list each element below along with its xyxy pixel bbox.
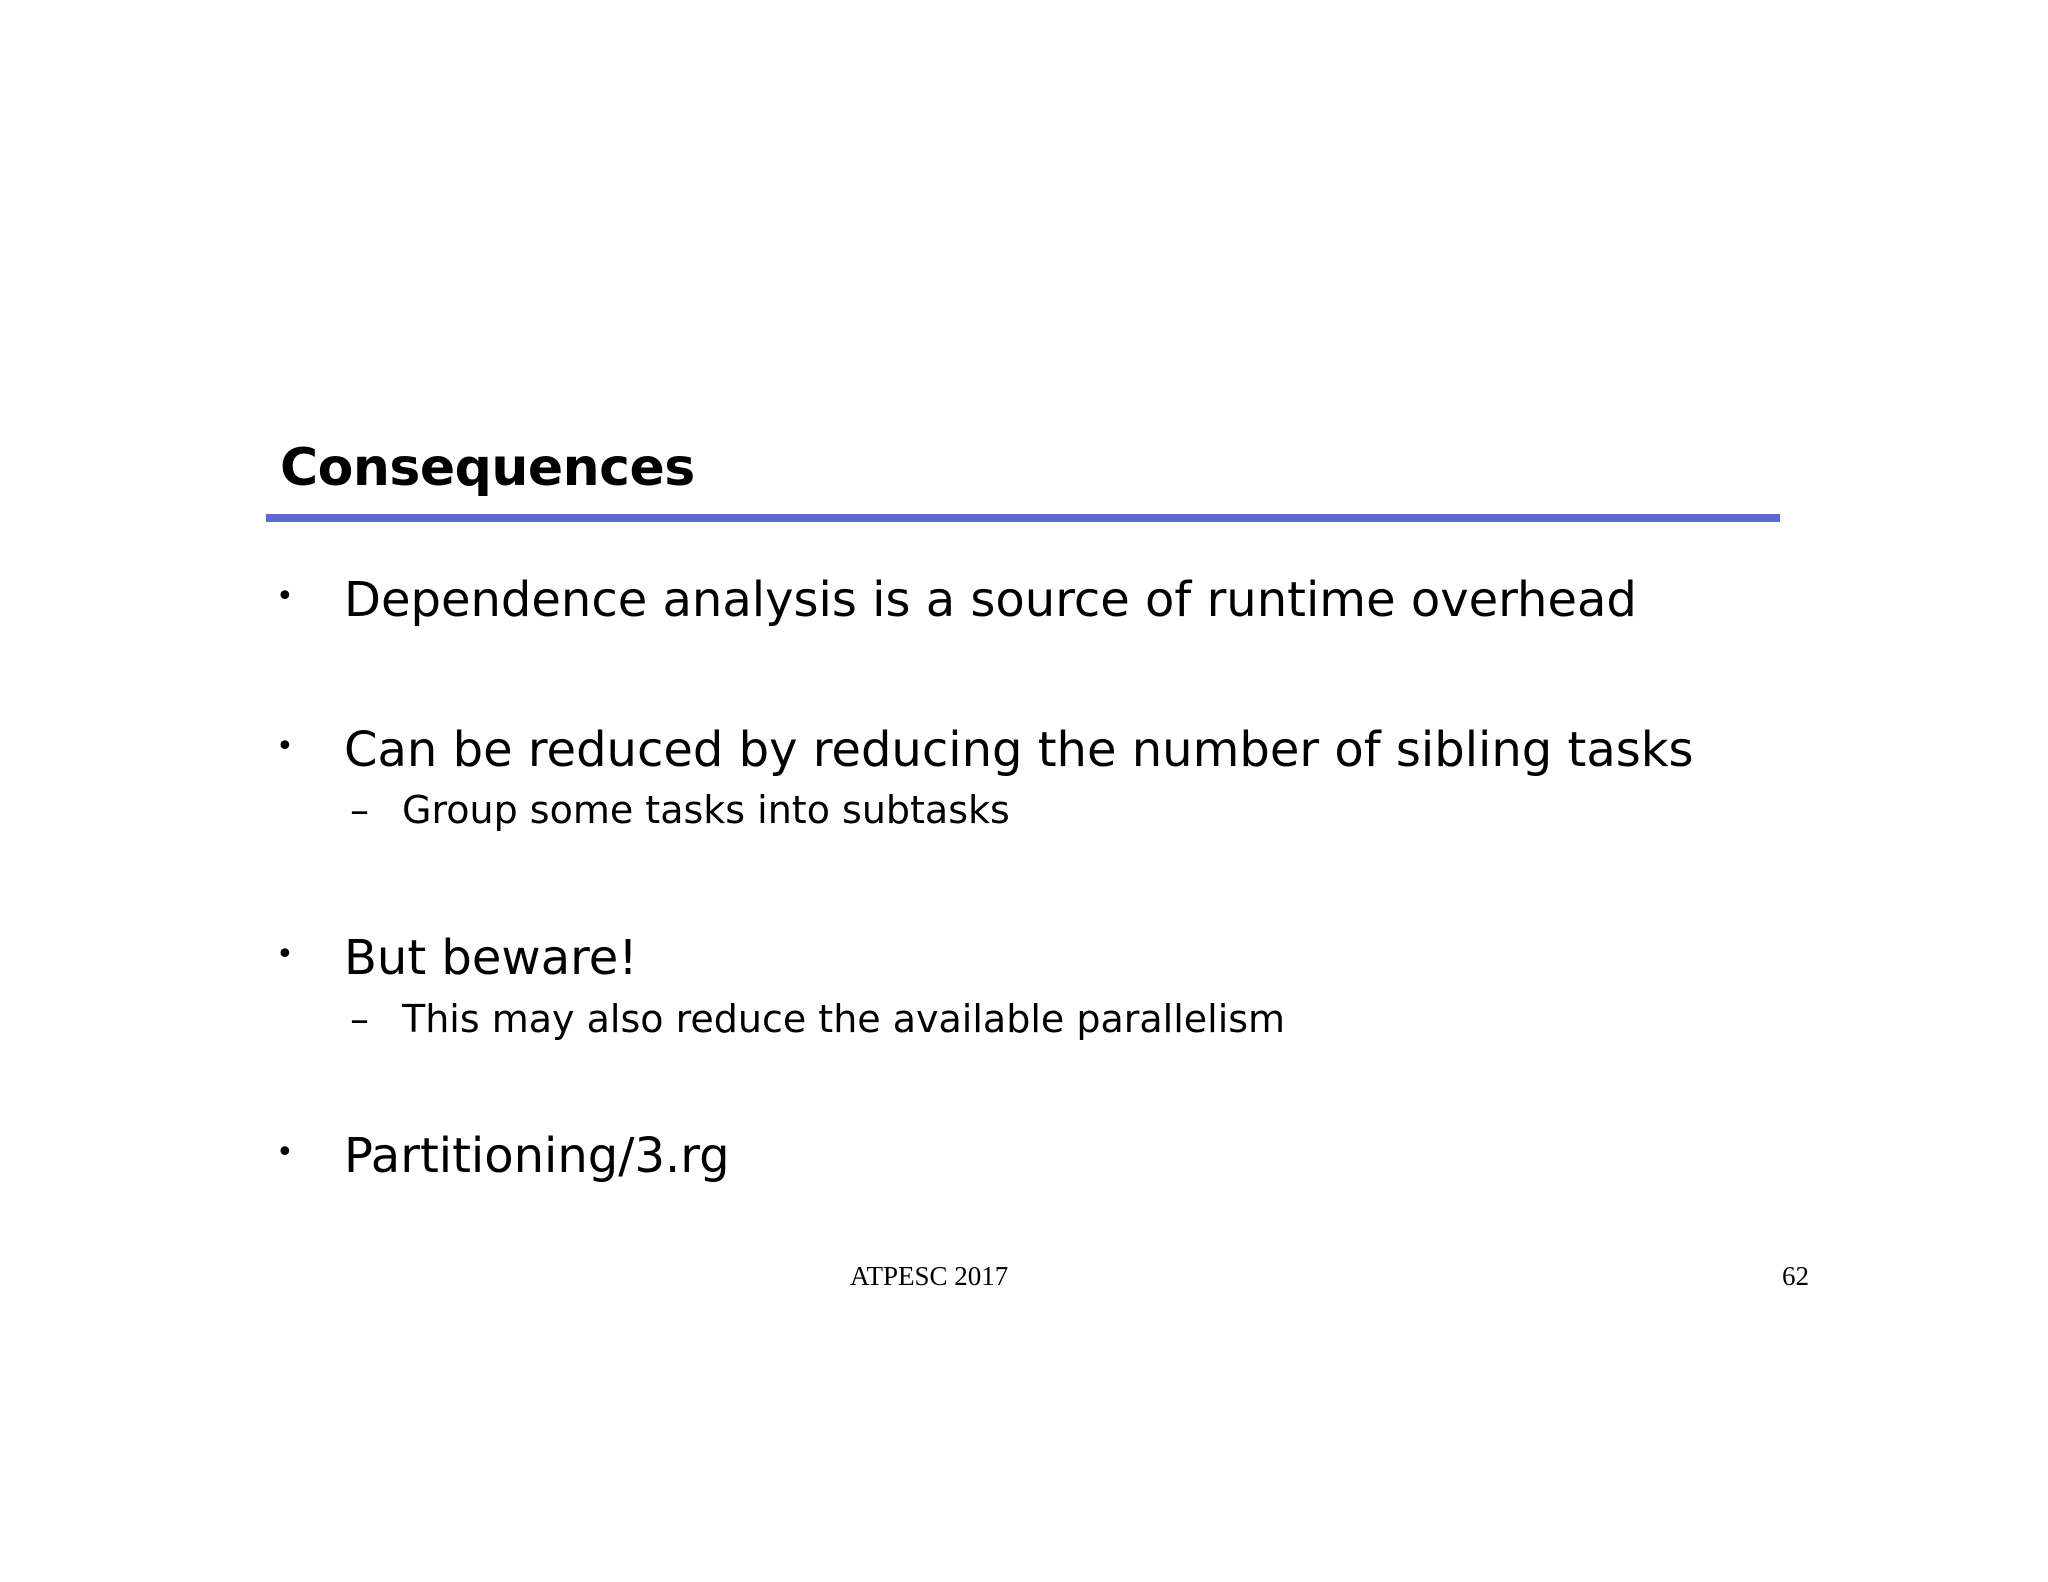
bullet-icon: •	[276, 579, 294, 614]
sub-bullet-item	[350, 786, 1010, 834]
bullet-text: Dependence analysis is a source of runtime overhead	[344, 572, 1637, 628]
dash-icon: –	[350, 788, 369, 832]
bullet-item	[270, 1126, 730, 1189]
bullet-text: Partitioning/3.rg	[344, 1128, 730, 1184]
sub-bullet-text: Group some tasks into subtasks	[402, 788, 1010, 832]
footer-text: ATPESC 2017	[850, 1261, 1009, 1291]
sub-bullet-item	[350, 995, 1285, 1043]
page-number: 62	[1782, 1261, 1809, 1291]
bullet-item	[270, 570, 1637, 633]
bullet-text: But beware!	[344, 930, 638, 986]
title-underline	[266, 514, 1780, 522]
dash-icon: –	[350, 997, 369, 1041]
bullet-icon: •	[276, 937, 294, 972]
bullet-icon: •	[276, 729, 294, 764]
slide-title: Consequences	[280, 438, 695, 498]
bullet-text: Can be reduced by reducing the number of sibling tasks	[344, 722, 1694, 778]
bullet-item	[270, 928, 638, 991]
bullet-icon: •	[276, 1135, 294, 1170]
sub-bullet-text: This may also reduce the available parallelism	[402, 997, 1286, 1041]
bullet-item	[270, 720, 1694, 783]
